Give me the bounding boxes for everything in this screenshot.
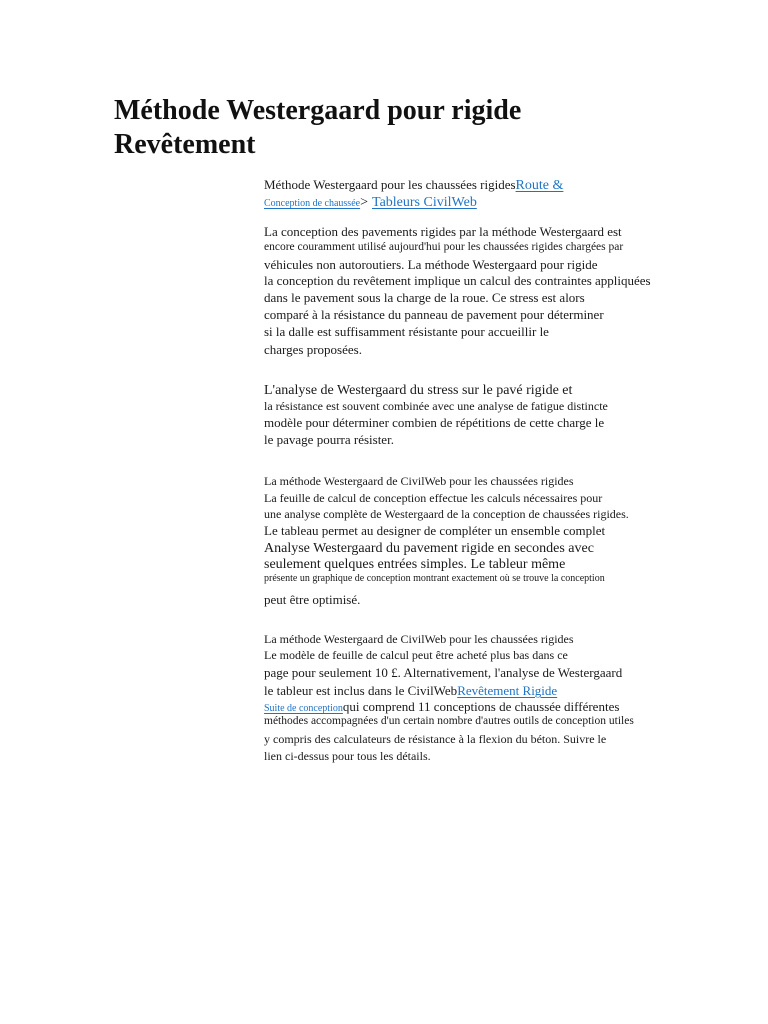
p1-line: dans le pavement sous la charge de la roue. Ce stress est alors xyxy=(264,290,585,305)
p1-line: La conception des pavements rigides par la méthode Westergaard est xyxy=(264,224,622,239)
p2-line: L'analyse de Westergaard du stress sur le pavé rigide et xyxy=(264,383,573,398)
p3-line: présente un graphique de conception montrant exactement où se trouve la conception xyxy=(264,573,605,584)
p1-line: encore couramment utilisé aujourd'hui pour les chaussées rigides chargées par xyxy=(264,241,624,253)
p4-line: y compris des calculateurs de résistance à la flexion du béton. Suivre le xyxy=(264,732,607,746)
breadcrumb-separator: > xyxy=(360,195,368,210)
p2-line: modèle pour déterminer combien de répétitions de cette charge le xyxy=(264,415,605,430)
p4-line: page pour seulement 10 £. Alternativement, l'analyse de Westergaard xyxy=(264,665,623,680)
p4-line-with-link xyxy=(264,699,619,715)
p4-line-with-link xyxy=(264,683,557,699)
p1-line: charges proposées. xyxy=(264,342,362,357)
p2-line: la résistance est souvent combinée avec une analyse de fatigue distincte xyxy=(264,399,608,413)
title-line-2: Revêtement xyxy=(114,129,256,160)
page-title xyxy=(114,94,634,162)
rigid-pavement-link[interactable]: Revêtement Rigide xyxy=(457,683,558,698)
p4-line: méthodes accompagnées d'un certain nombre d'autres outils de conception utiles xyxy=(264,715,634,727)
p4-line: La méthode Westergaard de CivilWeb pour les chaussées rigides xyxy=(264,632,574,646)
p2-line: le pavage pourra résister. xyxy=(264,432,394,447)
route-link[interactable]: Route & xyxy=(515,178,564,193)
p4-line-4-text: le tableur est inclus dans le CivilWeb xyxy=(264,683,458,698)
pavement-design-link[interactable]: Conception de chaussée xyxy=(264,198,361,209)
intro-line-2 xyxy=(264,193,477,211)
p1-line: la conception du revêtement implique un calcul des contraintes appliquées xyxy=(264,273,651,288)
p3-line: Analyse Westergaard du pavement rigide en secondes avec xyxy=(264,541,594,556)
intro-line-1 xyxy=(264,177,563,194)
title-line-1: Méthode Westergaard pour rigide xyxy=(114,95,522,126)
civilweb-spreadsheets-link[interactable]: Tableurs CivilWeb xyxy=(372,195,477,210)
p4-line-5-text: qui comprend 11 conceptions de chaussée différentes xyxy=(342,699,620,714)
design-suite-link[interactable]: Suite de conception xyxy=(264,703,343,714)
p3-line: La feuille de calcul de conception effectue les calculs nécessaires pour xyxy=(264,491,603,505)
p3-line: peut être optimisé. xyxy=(264,592,361,607)
p1-line: véhicules non autoroutiers. La méthode Westergaard pour rigide xyxy=(264,257,598,272)
p3-line: seulement quelques entrées simples. Le tableur même xyxy=(264,557,566,572)
p3-line: Le tableau permet au designer de compléter un ensemble complet xyxy=(264,523,606,538)
p1-line: comparé à la résistance du panneau de pavement pour déterminer xyxy=(264,307,604,322)
p4-line: lien ci-dessus pour tous les détails. xyxy=(264,749,431,763)
p1-line: si la dalle est suffisamment résistante pour accueillir le xyxy=(264,324,549,339)
p3-line: La méthode Westergaard de CivilWeb pour les chaussées rigides xyxy=(264,474,574,488)
p3-line: une analyse complète de Westergaard de la conception de chaussées rigides. xyxy=(264,507,629,521)
p4-line: Le modèle de feuille de calcul peut être acheté plus bas dans ce xyxy=(264,648,568,662)
intro-text: Méthode Westergaard pour les chaussées rigides xyxy=(264,177,516,192)
